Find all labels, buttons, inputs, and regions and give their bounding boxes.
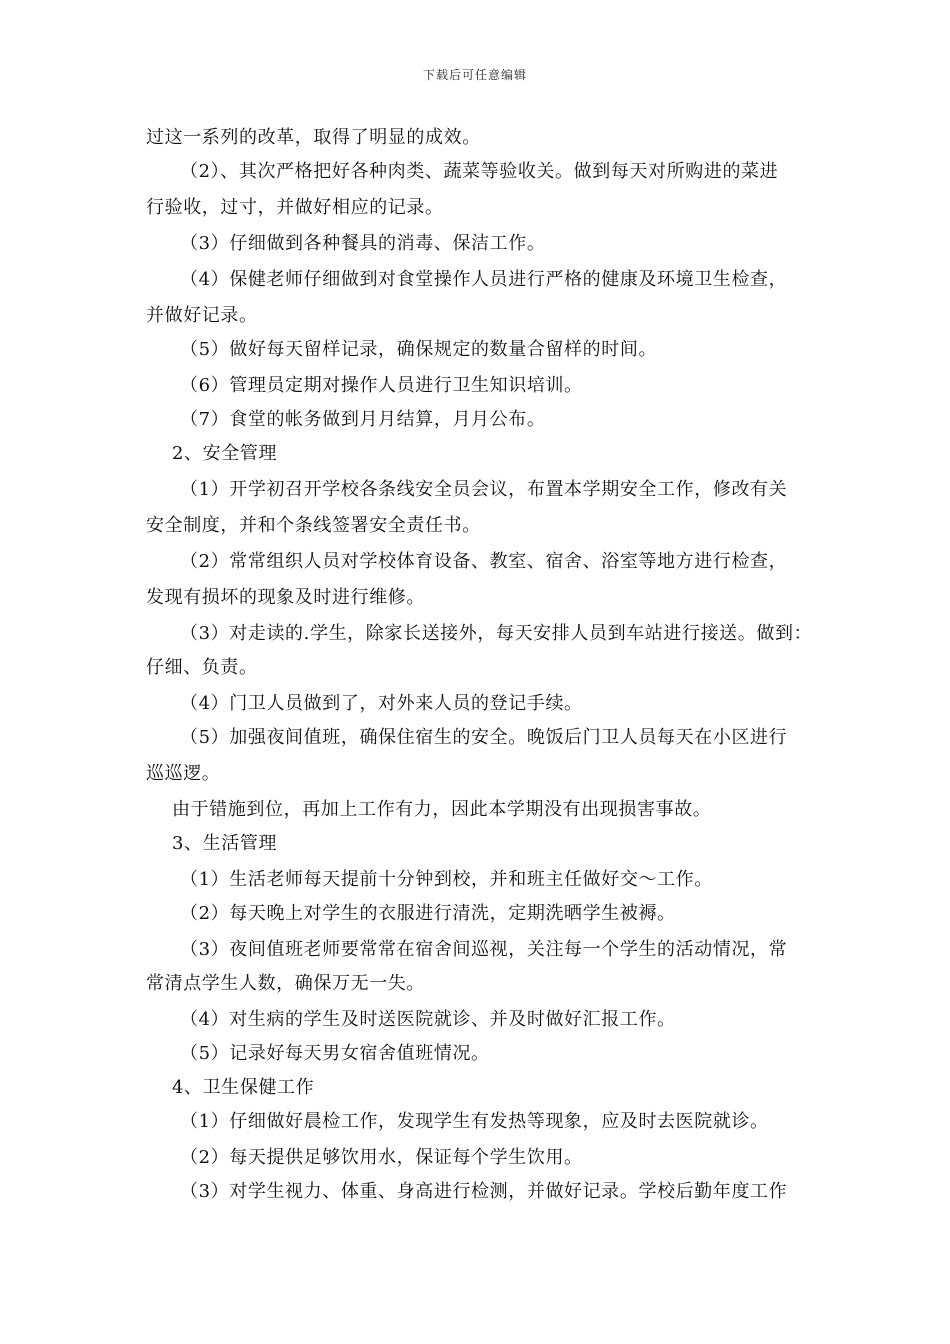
- text-line: 行验收，过寸，并做好相应的记录。: [146, 197, 444, 218]
- text-line: （2）、其次严格把好各种肉类、蔬菜等验收关。做到每天对所购进的菜进: [180, 161, 779, 182]
- text-line: 过这一系列的改革，取得了明显的成效。: [146, 127, 481, 148]
- text-line: （3）对走读的.学生，除家长送接外，每天安排人员到车站进行接送。做到：: [180, 623, 813, 644]
- text-line: 仔细、负责。: [146, 657, 258, 678]
- text-line: （6）管理员定期对操作人员进行卫生知识培训。: [180, 375, 583, 396]
- text-line: （1）生活老师每天提前十分钟到校，并和班主任做好交～工作。: [180, 869, 713, 890]
- text-line: （4）对生病的学生及时送医院就诊、并及时做好汇报工作。: [180, 1009, 676, 1030]
- text-line: （4）门卫人员做到了，对外来人员的登记手续。: [180, 693, 583, 714]
- text-line: （1）仔细做好晨检工作，发现学生有发热等现象，应及时去医院就诊。: [180, 1111, 769, 1132]
- text-line: 安全制度，并和个条线签署安全责任书。: [146, 515, 481, 536]
- text-line: 常清点学生人数，确保万无一失。: [146, 973, 425, 994]
- text-line: （5）记录好每天男女宿舍值班情况。: [180, 1043, 490, 1064]
- text-line: （5）加强夜间值班，确保住宿生的安全。晚饭后门卫人员每天在小区进行: [180, 727, 788, 748]
- text-line: （3）对学生视力、体重、身高进行检测，并做好记录。学校后勤年度工作: [180, 1181, 788, 1202]
- text-line: 发现有损坏的现象及时进行维修。: [146, 587, 425, 608]
- section-heading: 2、安全管理: [172, 443, 278, 464]
- text-line: 由于错施到位，再加上工作有力，因此本学期没有出现损害事故。: [172, 799, 712, 820]
- text-line: 巡巡逻。: [146, 763, 221, 784]
- text-line: （1）开学初召开学校各条线安全员会议，布置本学期安全工作，修改有关: [180, 479, 788, 500]
- text-line: （5）做好每天留样记录，确保规定的数量合留样的时间。: [180, 339, 658, 360]
- text-line: （2）每天提供足够饮用水，保证每个学生饮用。: [180, 1147, 583, 1168]
- text-line: （3）仔细做到各种餐具的消毒、保洁工作。: [180, 233, 546, 254]
- section-heading: 4、卫生保健工作: [172, 1077, 315, 1098]
- text-line: （4）保健老师仔细做到对食堂操作人员进行严格的健康及环境卫生检查，: [180, 269, 788, 290]
- text-line: （7）食堂的帐务做到月月结算，月月公布。: [180, 409, 546, 430]
- text-line: （3）夜间值班老师要常常在宿舍间巡视，关注每一个学生的活动情况，常: [180, 939, 788, 960]
- text-line: （2）常常组织人员对学校体育设备、教室、宿舍、浴室等地方进行检查，: [180, 551, 788, 572]
- text-line: （2）每天晚上对学生的衣服进行清洗，定期洗晒学生被褥。: [180, 903, 676, 924]
- text-line: 并做好记录。: [146, 305, 258, 326]
- section-heading: 3、生活管理: [172, 833, 278, 854]
- page-header: 下载后可任意编辑: [422, 68, 527, 82]
